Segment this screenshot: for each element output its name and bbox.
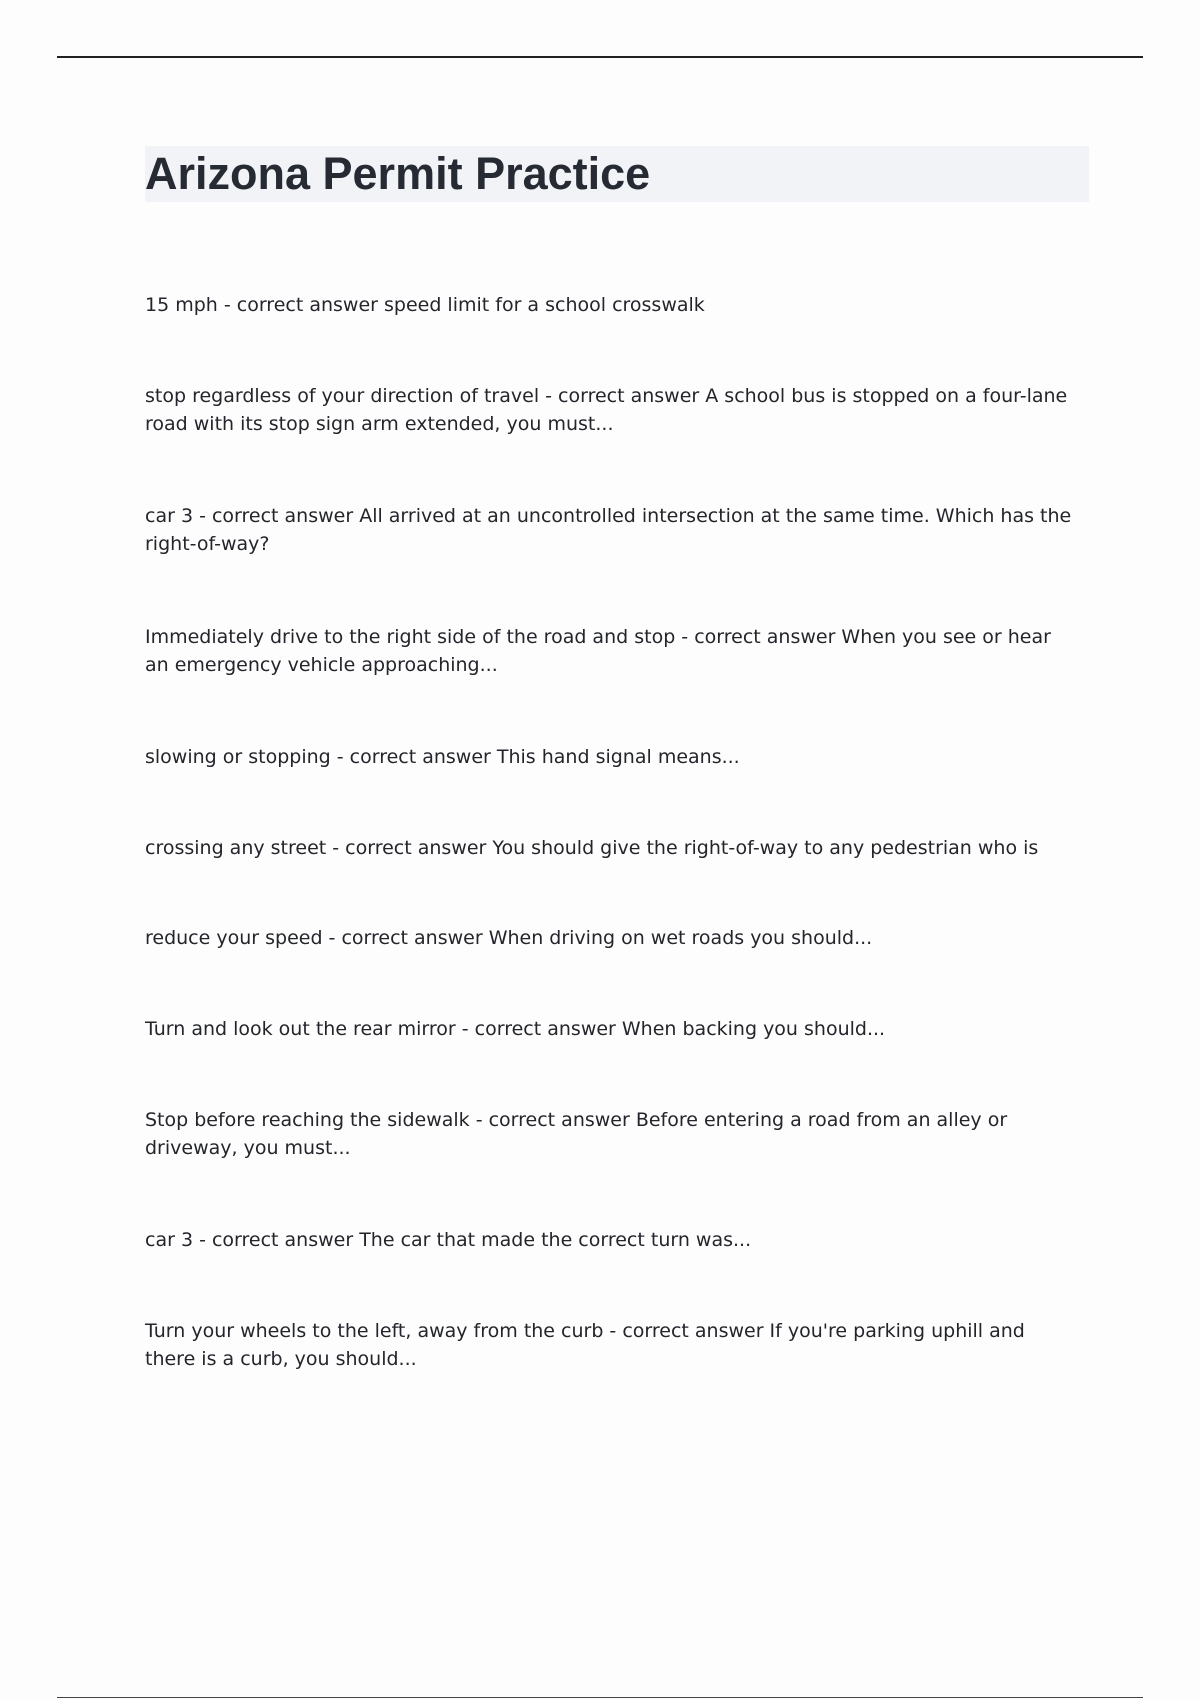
qa-item-10: car 3 - correct answer The car that made the correct turn was... <box>145 1229 752 1251</box>
qa-item-6: crossing any street - correct answer You should give the right-of-way to any pedestrian who is <box>145 837 1039 859</box>
qa-item-4: Immediately drive to the right side of the road and stop - correct answer When you see or hear an emergency vehicle approaching... <box>145 626 1051 676</box>
page-title: Arizona Permit Practice <box>145 148 651 199</box>
qa-item-3: car 3 - correct answer All arrived at an uncontrolled intersection at the same time. Which has the right-of-way? <box>145 505 1072 555</box>
qa-item-8: Turn and look out the rear mirror - correct answer When backing you should... <box>145 1018 886 1040</box>
qa-item-1: 15 mph - correct answer speed limit for a school crosswalk <box>145 294 705 316</box>
qa-item-5: slowing or stopping - correct answer This hand signal means... <box>145 746 740 768</box>
qa-item-9: Stop before reaching the sidewalk - correct answer Before entering a road from an alley or driveway, you must... <box>145 1109 1008 1159</box>
qa-item-7: reduce your speed - correct answer When driving on wet roads you should... <box>145 927 873 949</box>
qa-item-2: stop regardless of your direction of travel - correct answer A school bus is stopped on a four-lane road with its stop sign arm extended, you must... <box>145 385 1068 435</box>
qa-item-11: Turn your wheels to the left, away from the curb - correct answer If you're parking uphill and there is a curb, you should... <box>145 1320 1025 1370</box>
top-rule <box>57 56 1143 58</box>
bottom-rule <box>57 1697 1143 1698</box>
